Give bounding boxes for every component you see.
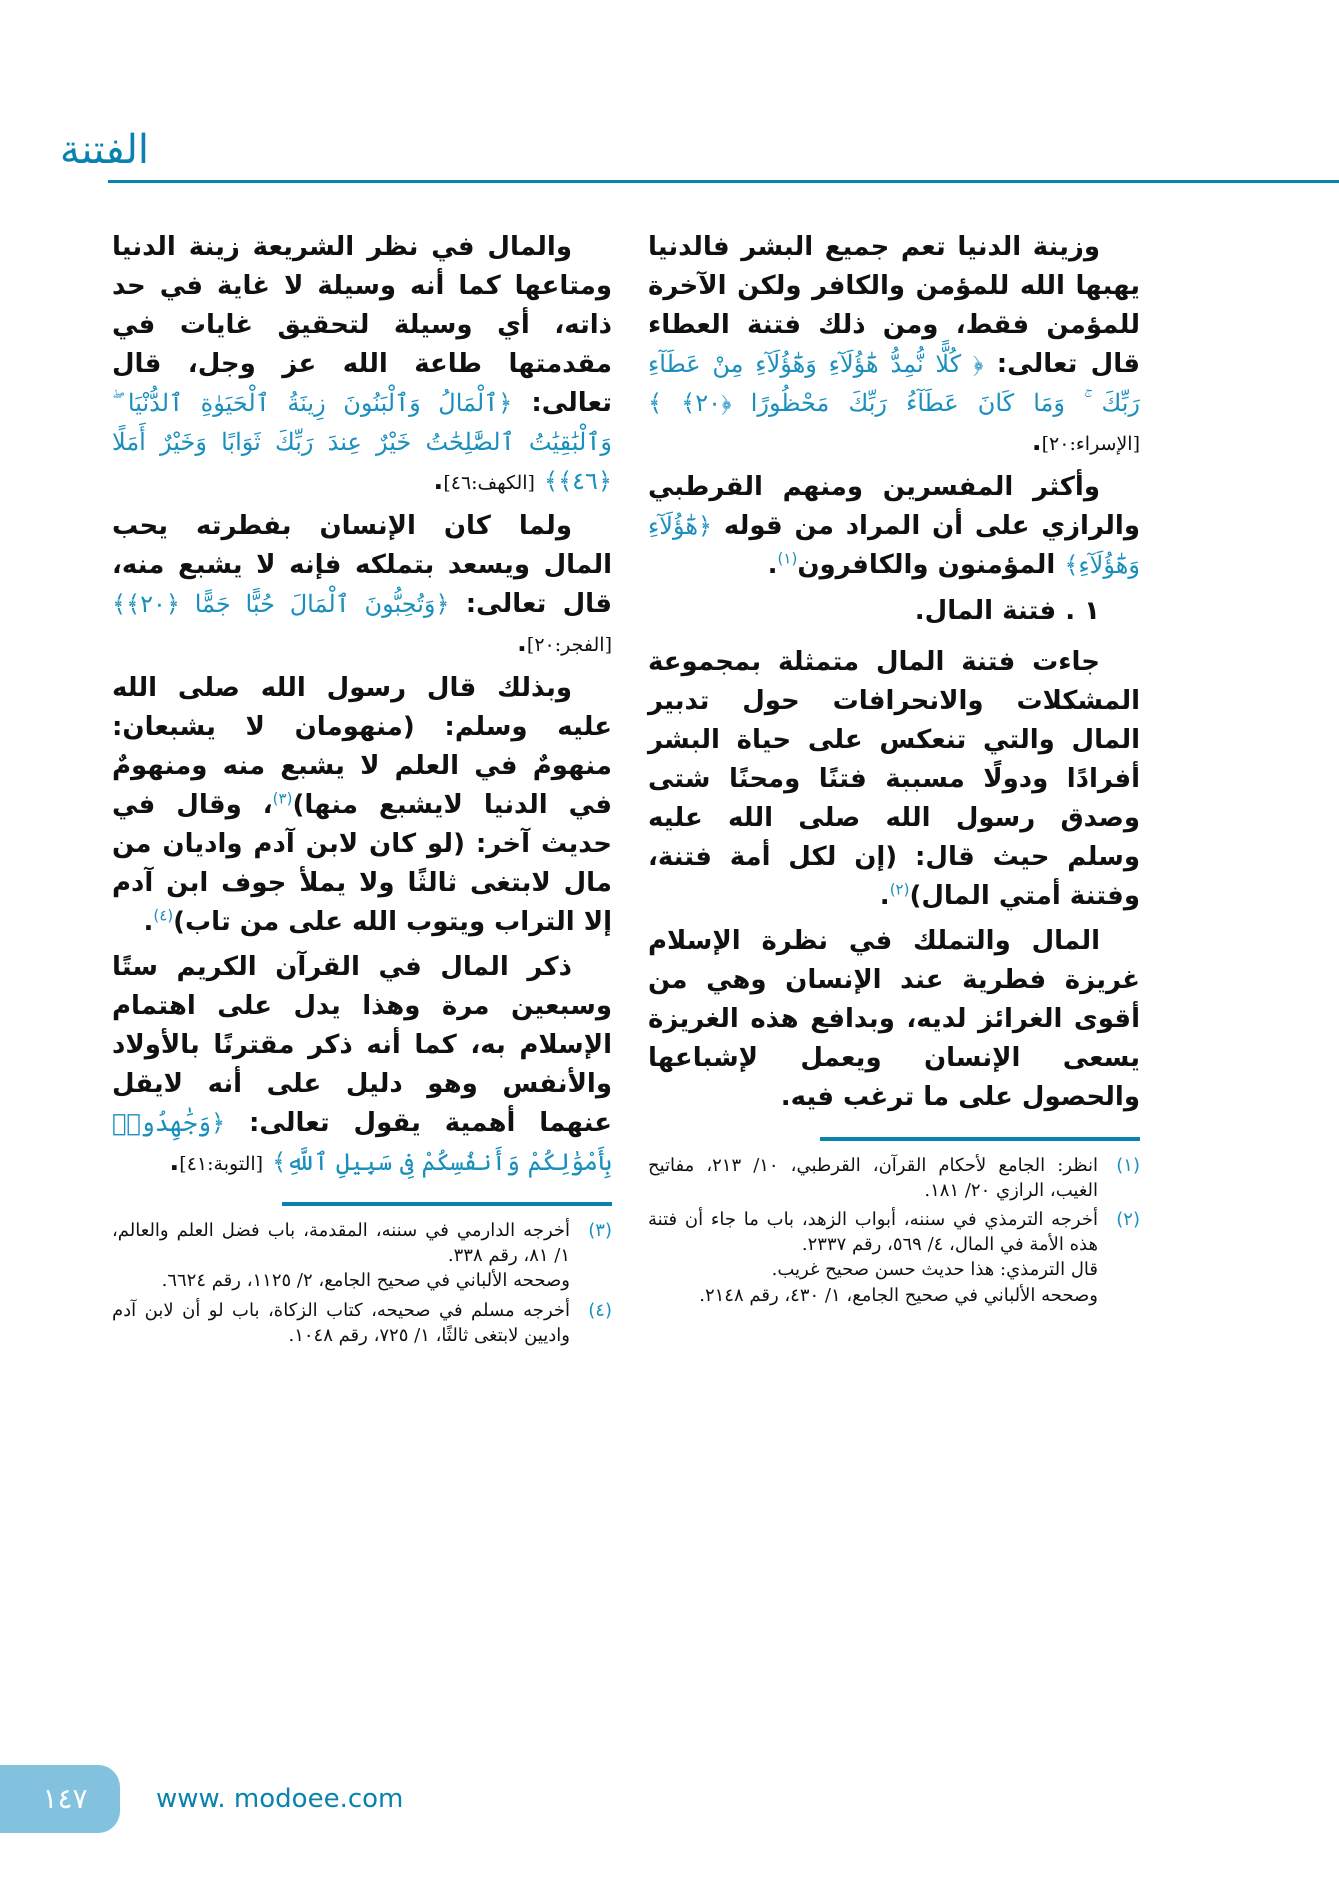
footnote-line: انظر: الجامع لأحكام القرآن، القرطبي، ١٠/ ٢١٣، مفاتيح الغيب، الرازي ٢٠/ ١٨١.	[648, 1154, 1098, 1201]
footnote	[112, 1218, 612, 1294]
footnote-ref[interactable]: (٣)	[272, 789, 293, 808]
footnotes-right	[648, 1153, 1140, 1312]
footnote-ref[interactable]: (٤)	[153, 906, 174, 925]
footnote-text	[648, 1207, 1098, 1308]
paragraph	[648, 643, 1140, 916]
footnote-ref[interactable]: (١)	[777, 549, 798, 568]
website-link[interactable]: www. modoee.com	[156, 1784, 404, 1814]
section-heading: ١ . فتنة المال.	[914, 596, 1100, 626]
footnote	[112, 1298, 612, 1348]
period: .	[433, 466, 444, 496]
footnote-text	[648, 1153, 1098, 1203]
paragraph	[112, 507, 612, 663]
body-text: وبذلك قال رسول الله صلى الله عليه وسلم: (منهومان لا يشبعان: منهومٌ في العلم لا يشبع منه ومنهومٌ في الدنيا لايشبع منها)	[112, 673, 612, 820]
period: .	[169, 1147, 180, 1177]
footnote	[648, 1207, 1140, 1308]
footnote-number: (١)	[1116, 1154, 1140, 1176]
quran-verse: ﴿هَٰٓؤُلَآءِ وَهَٰٓؤُلَآءِ﴾	[648, 512, 1140, 579]
footnote-divider	[820, 1137, 1140, 1141]
body-text: ذكر المال في القرآن الكريم ستًا وسبعين مرة وهذا يدل على اهتمام الإسلام به، كما أنه ذكر مقترنًا بالأولاد والأنفس وهو دليل على أنه لايقل عنهما أهمية يقول تعالى:	[112, 952, 613, 1138]
paragraph	[112, 948, 612, 1182]
period: .	[517, 628, 527, 658]
left-body	[112, 228, 612, 1188]
footnote-line: وصححه الألباني في صحيح الجامع، ٢/ ١١٢٥، رقم ٦٦٢٤.	[161, 1270, 570, 1292]
body-text: وزينة الدنيا تعم جميع البشر فالدنيا يهبها الله للمؤمن والكافر ولكن الآخرة للمؤمن فقط، ومن ذلك فتنة العطاء قال تعالى:	[648, 232, 1140, 379]
paragraph	[112, 228, 612, 501]
body-text: جاءت فتنة المال متمثلة بمجموعة المشكلات والانحرافات حول تدبير المال والتي تنعكس على حياة البشر أفرادًا ودولًا مسببة فتنًا ومحنًا شتى وصدق رسول الله صلى الله عليه وسلم حيث قال: (إن لكل أمة فتنة، وفتنة أمتي المال)	[648, 646, 1140, 911]
verse-reference: [التوبة:٤١]	[179, 1153, 264, 1175]
quran-verse: ﴿وَجَٰهِدُوا۟ بِأَمْوَٰلِكُمْ وَأَنفُسِكُمْ فِى سَبِيلِ ٱللَّهِ﴾	[112, 1109, 612, 1176]
footnote-line: وصححه الألباني في صحيح الجامع، ١/ ٤٣٠، رقم ٢١٤٨.	[699, 1284, 1098, 1306]
footnote-number: (٤)	[588, 1299, 612, 1321]
period: .	[879, 880, 890, 911]
period: .	[143, 907, 154, 937]
footnote-number: (٣)	[588, 1220, 612, 1241]
quran-verse: ﴿وَتُحِبُّونَ ٱلْمَالَ حُبًّا جَمًّا ﴿٢٠﴾﴾	[112, 590, 450, 618]
right-body	[648, 228, 1140, 1123]
body-text: والمال في نظر الشريعة زينة الدنيا ومتاعها كما أنه وسيلة لا غاية في حد ذاته، أي وسيلة لتحقيق غايات في مقدمتها طاعة الله عز وجل، قال تعالى:	[112, 232, 612, 418]
footnote-line: أخرجه مسلم في صحيحه، كتاب الزكاة، باب لو أن لابن آدم واديين لابتغى ثالثًا، ١/ ٧٢٥، رقم ١٠٤٨.	[112, 1299, 570, 1346]
right-column	[648, 228, 1140, 1312]
footnote-number: (٢)	[1116, 1208, 1140, 1230]
footnote-line: أخرجه الدارمي في سننه، المقدمة، باب فضل العلم والعالم، ١/ ٨١، رقم ٣٣٨.	[112, 1220, 570, 1267]
body-text: ، وقال في حديث آخر: (لو كان لابن آدم واديان من مال لابتغى ثالثًا ولا يملأ جوف ابن آدم إلا التراب ويتوب الله على من تاب)	[112, 790, 612, 937]
verse-reference: [الإسراء:٢٠]	[1041, 433, 1140, 455]
footnote-divider	[282, 1202, 612, 1206]
footnote-line: أخرجه الترمذي في سننه، أبواب الزهد، باب ما جاء أن فتنة هذه الأمة في المال، ٤/ ٥٦٩، رقم ٢٣٣٧.	[648, 1208, 1098, 1256]
body-text: وأكثر المفسرين ومنهم القرطبي والرازي على أن المراد من قوله	[648, 472, 1140, 541]
paragraph	[648, 228, 1140, 462]
footnote-ref[interactable]: (٢)	[889, 879, 910, 898]
chapter-title: الفتنة	[59, 127, 149, 173]
body-text: المال والتملك في نظرة الإسلام غريزة فطرية عند الإنسان وهي من أقوى الغرائز لديه، وبدافع هذه الغريزة يسعى الإنسان ويعمل لإشباعها والحصول على ما ترغب فيه.	[648, 925, 1140, 1112]
left-column	[112, 228, 612, 1352]
quran-verse: ﴿ٱلْمَالُ وَٱلْبَنُونَ زِينَةُ ٱلْحَيَوٰةِ ٱلدُّنْيَا ۖ وَٱلْبَٰقِيَٰتُ ٱلصَّٰلِحَٰتُ خَيْرٌ عِندَ رَبِّكَ ثَوَابًا وَخَيْرٌ أَمَلًا ﴿٤٦﴾﴾	[112, 389, 612, 495]
period: .	[1031, 427, 1042, 457]
footnote-text	[112, 1298, 570, 1348]
paragraph	[112, 669, 612, 942]
footnote-text	[112, 1218, 570, 1294]
page-number-badge: ١٤٧	[0, 1765, 120, 1833]
verse-reference: [الفجر:٢٠]	[526, 634, 612, 656]
body-text: المؤمنون والكافرون	[797, 550, 1056, 580]
footnote	[648, 1153, 1140, 1203]
paragraph	[648, 922, 1140, 1117]
footnotes-left	[112, 1218, 612, 1352]
verse-reference: [الكهف:٤٦]	[443, 472, 535, 494]
paragraph	[648, 468, 1140, 585]
header-divider	[108, 180, 1339, 183]
quran-verse: ﴿ كُلًّا نُّمِدُّ هَٰٓؤُلَآءِ وَهَٰٓؤُلَآءِ مِنْ عَطَآءِ رَبِّكَ ۚ وَمَا كَانَ عَطَآءُ رَبِّكَ مَحْظُورًا ﴿٢٠﴾ ﴾	[648, 350, 1140, 417]
period: .	[767, 550, 778, 580]
body-text: ولما كان الإنسان بفطرته يحب المال ويسعد بتملكه فإنه لا يشبع منه، قال تعالى:	[112, 511, 612, 619]
footnote-line: قال الترمذي: هذا حديث حسن صحيح غريب.	[771, 1259, 1098, 1281]
